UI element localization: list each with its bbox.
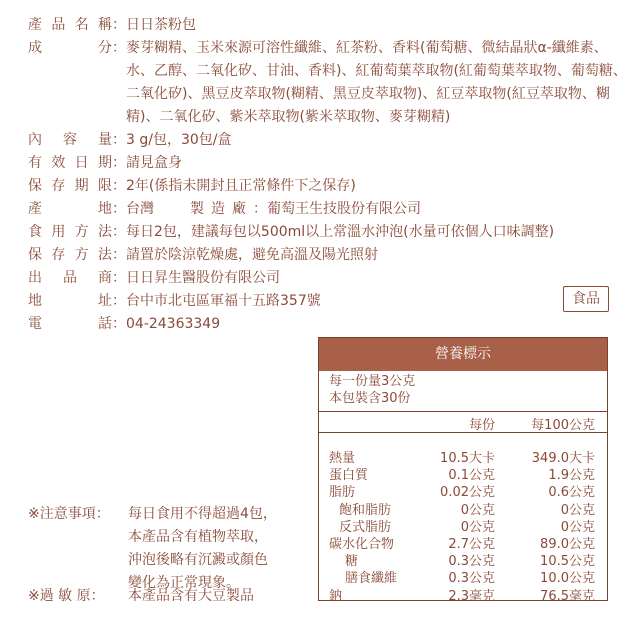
info-value-wrap: 台灣 製造廠：葡萄王生技股份有限公司 [126, 201, 421, 217]
nutrient-per-100g: 0公克 [560, 502, 595, 518]
colon: ： [112, 17, 126, 33]
nutrient-per-100g: 1.9公克 [548, 468, 595, 484]
nutrient-per-100g: 349.0大卡 [531, 451, 595, 466]
info-value-wrap [126, 290, 633, 313]
caution-line: 變化為正常現象。 [128, 575, 240, 591]
info-row [28, 14, 633, 37]
nutrition-title: 營養標示 [319, 338, 607, 371]
nutrition-row [319, 567, 607, 587]
info-value: 04-24363349 [126, 316, 221, 332]
info-row [28, 221, 633, 244]
info-row [28, 198, 633, 221]
nutrient-name: 反式脂肪 [339, 519, 392, 535]
nutrition-row [319, 447, 607, 464]
nutrient-per-serving: 0.3公克 [448, 571, 495, 587]
nutrition-row [319, 585, 607, 602]
info-value: 每日2包，建議每包以500ml以上常溫水沖泡(水量可依個人口味調整) [126, 224, 555, 240]
nutrition-row [319, 499, 607, 516]
colon: ： [112, 224, 126, 240]
nutrition-header [319, 412, 607, 433]
info-row [28, 290, 633, 313]
nutrient-per-100g: 10.5公克 [540, 554, 595, 570]
colon: ： [112, 270, 126, 286]
info-value-wrap [126, 221, 633, 244]
info-row [28, 244, 633, 267]
info-row [28, 313, 633, 336]
nutrient-per-serving: 0.02公克 [440, 485, 495, 501]
colon: ： [112, 178, 126, 194]
servings-per-package: 本包裝含30份 [329, 391, 411, 406]
colon: ： [112, 247, 126, 263]
info-label: 食用方法 [28, 224, 112, 240]
info-value: 2年(係指未開封且正常條件下之保存) [126, 178, 356, 194]
info-value: 日日昇生醫股份有限公司 [126, 270, 280, 286]
nutrient-name: 鈉 [329, 588, 343, 604]
serving-info [319, 371, 607, 412]
info-label: 保存期限 [28, 178, 112, 194]
info-label: 產地 [28, 201, 112, 217]
info-value: 請置於陰涼乾燥處，避免高溫及陽光照射 [126, 247, 378, 263]
colon: ： [112, 316, 126, 332]
nutrition-body [319, 433, 607, 602]
caution-line: 沖泡後略有沉澱或顏色 [128, 552, 268, 568]
nutrient-per-100g: 89.0公克 [540, 536, 595, 552]
nutrient-per-serving: 10.5大卡 [440, 451, 495, 466]
info-value: 台灣 [126, 201, 154, 217]
caution-text [128, 503, 277, 595]
nutrient-per-serving: 0公克 [460, 502, 495, 518]
nutrient-name: 脂肪 [329, 485, 356, 501]
nutrient-per-serving: 0.3公克 [448, 554, 495, 570]
colon: ： [112, 40, 126, 56]
caution-note [28, 503, 318, 595]
info-label-secondary: 製造廠 [190, 201, 253, 217]
info-label: 出品商 [28, 270, 112, 286]
nutrient-name: 熱量 [329, 451, 356, 466]
info-row [28, 37, 633, 129]
product-info [28, 14, 633, 336]
info-value: 日日茶粉包 [126, 17, 196, 33]
colon: ： [112, 293, 126, 309]
allergen-label: ※過 敏 原： [28, 588, 105, 604]
info-value: 3 g/包，30包/盒 [126, 132, 232, 148]
info-label: 成分 [28, 40, 112, 56]
nutrient-name: 糖 [345, 554, 359, 570]
info-label: 有效日期 [28, 155, 112, 171]
info-label: 地址 [28, 293, 112, 309]
nutrient-name: 飽和脂肪 [339, 502, 392, 518]
info-value-wrap [126, 129, 633, 152]
nutrient-per-100g: 0公克 [560, 519, 595, 535]
nutrition-row [319, 464, 607, 484]
colon: ： [112, 201, 126, 217]
info-label: 內容量 [28, 132, 112, 148]
info-value-wrap [126, 175, 633, 198]
info-value-secondary: 葡萄王生技股份有限公司 [267, 201, 421, 217]
caution-label: ※注意事項： [28, 506, 110, 522]
info-row [28, 175, 633, 198]
info-label: 保存方法 [28, 247, 112, 263]
food-badge: 食品 [563, 286, 609, 312]
nutrient-per-100g: 76.5毫克 [540, 588, 595, 604]
nutrition-table [318, 337, 608, 604]
nutrient-name: 蛋白質 [329, 468, 369, 484]
caution-line: 本產品含有植物萃取， [128, 529, 268, 545]
info-value: 麥芽糊精、玉米來源可溶性纖維、紅茶粉、香料(葡萄糖、微結晶狀α-纖維素、水、乙醇、二氧化矽、甘油、香料)、紅葡萄葉萃取物(紅葡萄葉萃取物、葡萄糖、二氧化矽)、黑豆皮萃取物(糊精、黑豆皮萃取物)、紅豆萃取物(紅豆萃取物、糊精)、二氧化矽、紫米萃取物(紫米萃取物、麥芽糊精) [126, 40, 627, 125]
allergen-text: 本產品含有大豆製品 [128, 588, 254, 604]
nutrient-per-serving: 0.1公克 [448, 468, 495, 484]
info-label: 產品名稱 [28, 17, 112, 33]
info-value-wrap [126, 267, 633, 290]
nutrient-per-serving: 2.7公克 [448, 536, 495, 552]
info-row [28, 129, 633, 152]
info-value: 請見盒身 [126, 155, 182, 171]
colon: ： [112, 155, 126, 171]
nutrition-row [319, 516, 607, 533]
info-value-wrap [126, 152, 633, 175]
info-value-wrap [126, 14, 633, 37]
nutrition-row [319, 550, 607, 570]
info-label: 電話 [28, 316, 112, 332]
column-per-100g: 每100公克 [531, 418, 595, 433]
caution-line: 每日食用不得超過4包， [128, 506, 277, 522]
nutrient-per-100g: 10.0公克 [540, 571, 595, 587]
nutrient-name: 膳食纖維 [345, 571, 398, 587]
serving-size: 每一份量3公克 [329, 374, 416, 389]
allergen-note [28, 585, 254, 608]
nutrient-name: 碳水化合物 [329, 536, 395, 552]
info-value-wrap [126, 313, 633, 336]
nutrition-row [319, 481, 607, 501]
info-row [28, 267, 633, 290]
info-value: 台中市北屯區軍福十五路357號 [126, 293, 321, 309]
colon: ： [112, 132, 126, 148]
nutrition-row [319, 533, 607, 550]
column-per-serving: 每份 [468, 418, 495, 433]
info-row [28, 152, 633, 175]
info-value-wrap [126, 244, 633, 267]
nutrient-per-serving: 0公克 [460, 519, 495, 535]
nutrient-per-100g: 0.6公克 [548, 485, 595, 501]
nutrient-per-serving: 2.3毫克 [448, 588, 495, 604]
info-value-wrap [126, 37, 633, 129]
